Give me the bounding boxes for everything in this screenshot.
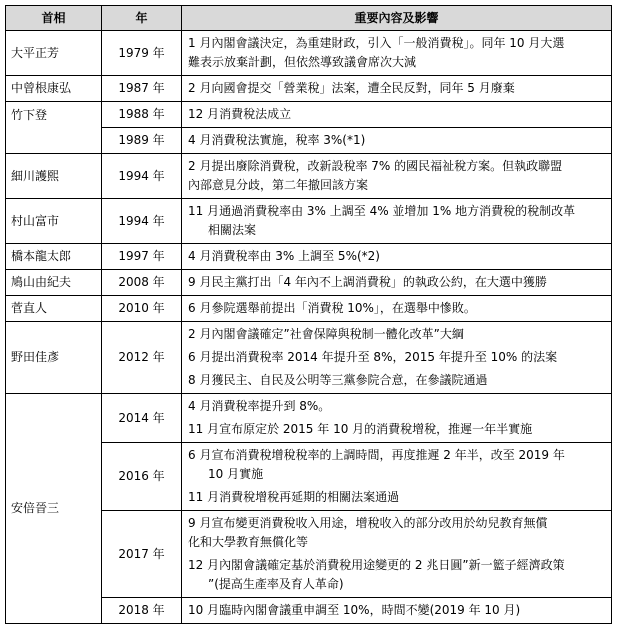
year-cell: 1979 年: [102, 31, 182, 76]
content-line: 4 月消費稅率提升到 8%。: [188, 399, 331, 413]
content-cell: [182, 128, 612, 154]
year-cell: 1994 年: [102, 199, 182, 244]
content-cell: [182, 199, 612, 244]
year-cell: 2016 年: [102, 443, 182, 511]
table-row: [6, 76, 612, 102]
year-cell: 1989 年: [102, 128, 182, 154]
content-line: 2 月提出廢除消費稅，改新設稅率 7% 的國民福祉稅方案。但執政聯盟: [188, 159, 563, 173]
year-cell: 2010 年: [102, 296, 182, 322]
pm-cell: 野田佳彥: [6, 322, 102, 394]
year-cell: 2018 年: [102, 598, 182, 624]
content-line: 11 月宣布原定於 2015 年 10 月的消費稅增稅，推遲一年半實施: [188, 422, 533, 436]
content-line: 內部意見分歧，第二年撤回該方案: [188, 178, 369, 192]
content-cell: [182, 154, 612, 199]
page: [5, 5, 612, 624]
table-row: [6, 199, 612, 244]
table-row: [6, 31, 612, 76]
pm-cell: 竹下登: [6, 102, 102, 154]
content-cell: [182, 296, 612, 322]
content-cell: [182, 76, 612, 102]
content-cell: [182, 598, 612, 624]
pm-cell: 大平正芳: [6, 31, 102, 76]
content-line: 1 月內閣會議決定，為重建財政，引入「一般消費稅」。同年 10 月大選: [188, 36, 565, 50]
pm-cell: 菅直人: [6, 296, 102, 322]
content-cell: [182, 244, 612, 270]
header-year: 年: [102, 6, 182, 31]
content-line: 11 月通過消費稅率由 3% 上調至 4% 並增加 1% 地方消費稅的稅制改革: [188, 204, 576, 218]
content-line: 12 月內閣會議確定基於消費稅用途變更的 2 兆日圓”新一籃子經濟政策: [188, 558, 565, 572]
pm-cell: 安倍晉三: [6, 394, 102, 624]
year-cell: 1994 年: [102, 154, 182, 199]
content-line: 化和大學教育無償化等: [188, 535, 309, 549]
header-row: [6, 6, 612, 31]
pm-cell: 細川護熙: [6, 154, 102, 199]
header-pm: 首相: [6, 6, 102, 31]
content-cell: [182, 31, 612, 76]
pm-cell: 橋本龍太郎: [6, 244, 102, 270]
header-content: 重要內容及影響: [182, 6, 612, 31]
table-row: [6, 394, 612, 443]
content-line: 6 月宣布消費稅增稅稅率的上調時間，再度推遲 2 年半，改至 2019 年: [188, 448, 565, 462]
content-line: 8 月獲民主、自民及公明等三黨參院合意，在參議院通過: [188, 373, 488, 387]
content-cell: [182, 443, 612, 511]
pm-cell: 村山富市: [6, 199, 102, 244]
table-row: [6, 322, 612, 394]
year-cell: 2014 年: [102, 394, 182, 443]
content-line: 10 月臨時內閣會議重申調至 10%，時間不變(2019 年 10 月): [188, 603, 521, 617]
year-cell: 1988 年: [102, 102, 182, 128]
year-cell: 1987 年: [102, 76, 182, 102]
table-row: [6, 270, 612, 296]
content-line: 10 月實施: [208, 467, 264, 481]
content-cell: [182, 394, 612, 443]
table-row: [6, 102, 612, 128]
content-line: 9 月宣布變更消費稅收入用途，增稅收入的部分改用於幼兒教育無償: [188, 516, 548, 530]
content-line: 9 月民主黨打出「4 年內不上調消費稅」的執政公約，在大選中獲勝: [188, 275, 547, 289]
year-cell: 2012 年: [102, 322, 182, 394]
content-line: 相關法案: [208, 223, 257, 237]
content-line: 4 月消費稅率由 3% 上調至 5%(*2): [188, 249, 380, 263]
year-cell: 2017 年: [102, 511, 182, 598]
content-line: 6 月提出消費稅率 2014 年提升至 8%，2015 年提升至 10% 的法案: [188, 350, 558, 364]
content-line: 難表示放棄計劃，但依然導致議會席次大減: [188, 55, 417, 69]
table-row: [6, 244, 612, 270]
pm-cell: 中曾根康弘: [6, 76, 102, 102]
content-cell: [182, 322, 612, 394]
content-line: ”(提高生產率及育人革命): [208, 577, 344, 591]
content-cell: [182, 102, 612, 128]
content-cell: [182, 511, 612, 598]
content-line: 2 月向國會提交「營業稅」法案，遭全民反對，同年 5 月廢棄: [188, 81, 515, 95]
year-cell: 2008 年: [102, 270, 182, 296]
content-line: 11 月消費稅增稅再延期的相關法案通過: [188, 490, 400, 504]
pm-cell: 鳩山由紀夫: [6, 270, 102, 296]
content-line: 4 月消費稅法實施，稅率 3%(*1): [188, 133, 366, 147]
tax-history-table: [5, 5, 612, 624]
content-cell: [182, 270, 612, 296]
content-line: 12 月消費稅法成立: [188, 107, 292, 121]
content-line: 2 月內閣會議確定”社會保障與稅制一體化改革”大綱: [188, 327, 464, 341]
year-cell: 1997 年: [102, 244, 182, 270]
table-row: [6, 296, 612, 322]
table-row: [6, 154, 612, 199]
content-line: 6 月參院選舉前提出「消費稅 10%」，在選舉中慘敗。: [188, 301, 476, 315]
